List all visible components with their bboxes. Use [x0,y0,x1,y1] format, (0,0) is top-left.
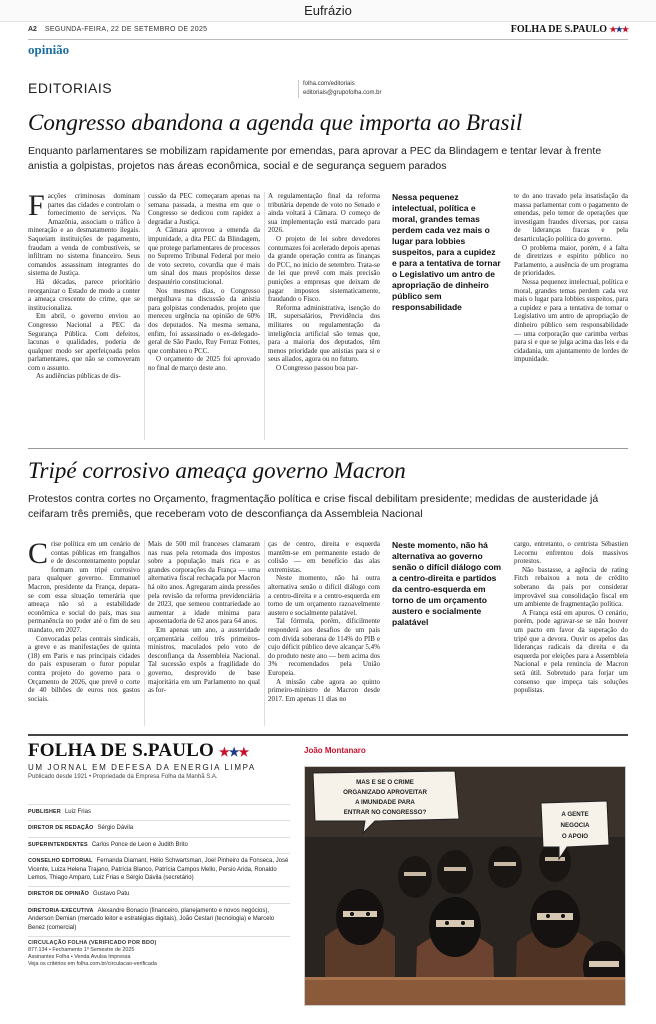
app-title-bar [0,0,656,22]
paragraph: cargo, entretanto, o centrista Sébastien Lecornu enfrentou dois massivos protestos. [514,540,628,566]
paragraph: Nos mesmos dias, o Congresso mergulhava na discussão da anistia para golpistas condenados, projeto que mereceu urgência na opinião de 60% dos deputados. Na mesma semana, enfim, foi assassinado o ex-delegado-geral de São Paulo, Ruy Ferraz Fontes, que combateu o PCC. [148,286,260,355]
page-folio [28,26,628,40]
masthead-tagline: UM JORNAL EM DEFESA DA ENERGIA LIMPA [28,763,256,772]
bubble1-line: ORGANIZADO APROVEITAR [343,789,427,796]
bubble1-line: A IMUNIDADE PARA [355,799,415,806]
bubble1-line: ENTRAR NO CONGRESSO? [343,809,427,816]
dropcap: C [28,540,49,570]
circulation-line: 877.134 • Fechamento 1º Semestre de 2025 [28,947,135,954]
staff-row: PUBLISHER Luiz Frias [28,804,290,820]
editorial1-column-2 [148,192,260,442]
bubble1-line: MAS E SE O CRIME [356,779,414,786]
editorial-contacts [298,80,381,98]
editorial-cartoon [304,766,626,1006]
masthead [28,740,288,780]
stars-icon: ★★★ [609,25,628,34]
paragraph: A regulamentação final da reforma tributária depende de voto no Senado e ainda voltará à Câmara. O começo de sua implementação está marcado para 2026. [268,192,380,235]
paragraph: O problema maior, porém, é a falta de diretrizes e espírito público no Parlamento, a ausência de um programa de prioridades. [514,243,628,278]
staff-box [28,804,290,972]
paragraph: Neste momento, não há outra alternativa senão o difícil diálogo com a centro-direita e a centro-esquerda em torno de um orçamento razoavelmente austero e socialmente palatável. [268,574,380,617]
editorial-separator [28,448,628,449]
editorial2-subhead: Protestos contra cortes no Orçamento, fragmentação política e crise fiscal debilitam presidente; medidas de austeridade já ceifaram três premiês, que receberam voto de desconfiança da Assembleia Nacional [28,493,599,520]
paragraph: Mais de 500 mil franceses clamaram nas ruas pela retomada dos impostos sobre a população mais rica e as grandes corporações da França — uma alternativa fiscal rechaçada por Macron há oito anos. Agregaram ainda pressões pela revisão da reforma previdenciária de 2023, que semeou contrariedade ao aumentar a idade mínima para aposentadoria de 62 anos para 64 anos. [148,540,260,626]
paragraph: Há décadas, parece prioritário reorganizar o Estado de modo a conter a ameaça crescente do crime, que se institucionaliza. [28,277,140,312]
editorial-email-link[interactable]: editoriais@grupofolha.com.br [303,90,382,96]
paragraph: A Câmara aprovou a emenda da impunidade, a dita PEC da Blindagem, que protege parlamentares de processos no Supremo Tribunal Federal por meio de voto secreto, covardia que é mais um sinal dos maus propósitos desse despautério constitucional. [148,226,260,286]
circulation-box [28,936,290,972]
editorial1-column-3 [268,192,380,442]
paragraph: Convocadas pelas centrais sindicais, a greve e as manifestações de quinta (18) em Paris e nas principais cidades do país expuseram o furor popular contra projeto do governo para o Orçamento de 2026, que prevê o corte de 40 bilhões de euros nos gastos sociais. [28,634,140,703]
newspaper-page [28,22,628,1022]
editorial2-headline: Tripé corrosivo ameaça governo Macron [28,458,406,483]
editorial2-column-5 [514,540,628,728]
paragraph: ças de centro, direita e esquerda mantêm-se em permanente estado de colisão — em benefício das alas extremistas. [268,540,380,574]
paragraph: Não bastasse, a agência de rating Fitch rebaixou a nota de crédito soberano da país por considerar improvável sua consolidação fiscal em um ambiente de fragmentação política. [514,565,628,609]
subsection-name: EDITORIAIS [28,80,113,96]
paragraph: A missão cabe agora ao quinto primeiro-ministro de Macron desde 2017. Em apenas 11 dias no [268,677,380,703]
stars-icon: ★★★ [218,745,249,759]
editorial1-column-1 [28,192,140,442]
paragraph: Em apenas um ano, a austeridade orçamentária ceifou três primeiros-ministros, maculados pelo voto de desconfiança da Assembleia Nacional. Tal sucessão expôs a fragilidade do governo, desprovido de base majoritária em um Parlamento no qual as for- [148,625,260,695]
paragraph: cussão da PEC começaram apenas na semana passada, a mesma em que o Congresso se dedicou com rapidez a degradar a Justiça. [148,192,260,226]
page-number: A2 [28,26,37,33]
circulation-line: Veja os critérios em folha.com.br/circulacao-verificada [28,961,157,968]
staff-row: CONSELHO EDITORIAL Fernanda Diamant, Hélio Schwartsman, Joel Pinheiro da Fonseca, José Vicente, Luiza Helena Trajano, Patrícia Blanco, Patrícia Campos Mello, Persio Arida, Ronaldo Lemos, Thiago Amparo, Luiz Frias e Sérgio Dávila (secretário) [28,853,290,886]
editorial2-column-3 [268,540,380,728]
bubble2-line: NEGOCIA [560,822,590,829]
editorial1-pullquote: Nessa pequenez intelectual, política e moral, grandes temas perdem cada vez mais o lugar para lobbies suspeitos, para a cupidez e para a tentativa de tornar o Legislativo um antro de apropriação de dinheiro público sem responsabilidade [392,192,501,312]
staff-row: DIRETORIA-EXECUTIVA Alexandre Bonacio (financeiro, planejamento e novos negócios), Anderson Demian (mercado leitor e estratégias digitais), João Cestari (tecnologia) e Marcelo Benez (comercial) [28,903,290,936]
cartoon-drawing [305,767,626,1006]
app-title: Eufrázio [304,3,352,18]
paragraph: Facções criminosas dominam partes das cidades e controlam o fornecimento de serviços. Na Amazônia, associam o tráfico à mineração e ao desmatamento ilegais. Saqueiam instituições de pagamento, fraudam a venda de combustíveis, se infiltram no sistema financeiro. Seus comandos assassinam integrantes do sistema de Justiça. [28,192,140,278]
bubble2-line: O APOIO [561,833,589,840]
circulation-line: Assinantes Folha • Venda Avulsa Impressa [28,954,131,961]
paragraph: Em abril, o governo enviou ao Congresso Nacional a PEC da Segurança Pública. Com defeitos, lacunas e qualidades, poderia de qualquer modo ser aperfeiçoada pelos parlamentares, que não se comoveram com o assunto. [28,312,140,372]
column-rule [264,192,265,440]
column-rule [144,540,145,726]
column-rule [144,192,145,440]
paragraph: Crise política em um cenário de contas públicas em frangalhos e de descontentamento popular formam um tripé corrosivo para qualquer governo. Emmanuel Macron, presidente da França, depara-se com essa situação temerária que ameaça não só a estabilidade econômica e social do país, mas sua permanência no poder até o fim de seu mandato, em 2027. [28,540,140,634]
editorial1-column-5 [514,192,628,442]
paragraph: te do ano travado pela insatisfação da massa parlamentar com o pagamento de emendas, pelo temor de operações que investigam fraudes diversas, por causa de lideranças fracas e pela desarticulação política do governo. [514,192,628,243]
staff-row: DIRETOR DE OPINIÃO Gustavo Patu [28,886,290,902]
paragraph: Reforma administrativa, isenção do IR, supersalários, Previdência dos militares ou regulamentação da inteligência artificial são temas que, para a maioria dos deputados, têm menos prioridade que anistias para si e seus aliados, agora ou no futuro. [268,303,380,364]
paragraph: O projeto de lei sobre devedores contumazes foi acelerado depois apenas da grande operação contra as finanças do PCC, no início de setembro. Trata-se de lei que prevê com mais precisão punições a empresas que deixam de pagar impostos sistematicamente, fraudando o Fisco. [268,234,380,304]
staff-row: SUPERINTENDENTES Carlos Ponce de Leon e Judith Brito [28,837,290,853]
section-name: opinião [28,42,70,57]
circulation-label: CIRCULAÇÃO FOLHA (VERIFICADO POR BDO) [28,940,157,947]
editorial1-headline: Congresso abandona a agenda que importa ao Brasil [28,110,523,135]
bubble2-line: A GENTE [561,811,589,818]
editorial-site-link[interactable]: folha.com/editoriais [303,81,355,87]
paragraph: A França está em apuros. O cenário, porém, pode agravar-se se não houver um pacto em favor da superação do tripé que a devora. Ouvir os apelos das lideranças radicais da direita e da esquerda por eleições para a Assembleia Nacional e pela renúncia de Macron será útil. Sobretudo para forjar um consenso que impeça tais soluções populistas. [514,608,628,695]
editorial2-pullquote: Neste momento, não há alternativa ao governo senão o difícil diálogo com a centro-direita e partidos da centro-esquerda em torno de um orçamento austero e socialmente palatável [392,540,502,627]
paragraph: Nessa pequenez intelectual, política e moral, grandes temas perdem cada vez mais o lugar para lobbies suspeitos, para a cupidez e para a tentativa de tornar o Legislativo um antro de apropriação de dinheiro público sem responsabilidade — uma corporação que carimba verbas para si e que se julga acima das leis e da cidadania, um ajuntamento de lordes de impunidade. [514,277,628,364]
dropcap: F [28,192,45,222]
folio-brand-text: FOLHA DE S.PAULO [510,24,607,35]
editorial2-column-1 [28,540,140,728]
paragraph: O Congresso passou boa par- [276,363,358,372]
editorial2-column-2 [148,540,260,728]
masthead-separator [28,734,628,736]
paragraph: As audiências públicas de dis- [36,372,121,381]
editorial1-subhead: Enquanto parlamentares se mobilizam rapidamente por emendas, para aprovar a PEC da Blindagem e tentar levar à frente anistia a golpistas, projetos nas áreas econômica, social e de segurança seguem parados [28,145,602,172]
paragraph: O orçamento de 2025 foi aprovado no final de março deste ano. [148,355,260,372]
folio-brand [511,24,628,35]
page-date: SEGUNDA-FEIRA, 22 DE SETEMBRO DE 2025 [44,26,208,33]
paragraph: Tal fórmula, porém, dificilmente responderá aos desafios de um país com dívida soberana de 114% do PIB e cujo déficit público deve alcançar 5,4% do produto neste ano — bem acima dos 3% recomendados pela União Europeia. [268,617,380,677]
folha-logo: FOLHA DE S.PAULO ★★★ [28,740,249,761]
cartoonist-name: João Montanaro [304,746,366,755]
staff-row: DIRETOR DE REDAÇÃO Sérgio Dávila [28,820,290,836]
masthead-published: Publicado desde 1921 • Propriedade da Empresa Folha da Manhã S.A. [28,774,218,780]
column-rule [264,540,265,726]
